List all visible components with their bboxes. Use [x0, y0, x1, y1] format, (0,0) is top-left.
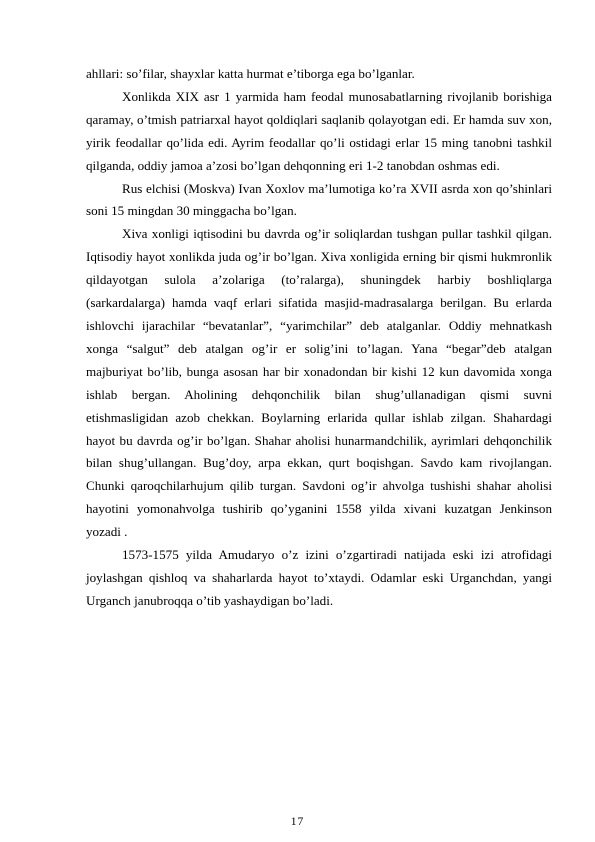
paragraph-land-ownership: Xonlikda XIX asr 1 yarmida ham feodal munosabatlarning rivojlanib borishiga qaramay, o’tmish patriarxal hayot qoldiqlari saqlanib qolayotgan edi. Er hamda suv xon, yirik feodallar qo’lida edi. Ayrim feodallar qo’li ostidagi erlar 15 ming tanobni tashkil qilganda, oddiy jamoa a’zosi bo’lgan dehqonning eri 1-2 tanobdan oshmas edi.	[86, 88, 552, 173]
paragraph-continuation: ahllari: so’filar, shayxlar katta hurmat e’tiborga ega bo’lganlar.	[86, 66, 415, 81]
paragraph-economy: Xiva xonligi iqtisodini bu davrda og’ir soliqlardan tushgan pullar tashkil qilgan. Iqtisodiy hayot xonlikda juda og’ir bo’lgan. Xiva xonligida erning bir qismi hukmronlik qildayotgan sulola a’zolariga (to’ralarga), shuningdek harbiy boshliqlarga (sarkardalarga) hamda vaqf erlari sifatida masjid-madrasalarga berilgan. Bu erlarda ishlovchi ijarachilar “bevatanlar”, “yarimchilar” deb atalganlar. Oddiy mehnatkash xonga “salgut” deb atalgan og’ir er solig’ini to’lagan. Yana “begar”deb atalgan majburiyat bo’lib, bunga asosan har bir xonadondan bir kishi 12 kun davomida xonga ishlab bergan. Aholining dehqonchilik bilan shug’ullanadigan qismi suvni etishmasligidan azob chekkan. Boylarning erlarida qullar ishlab zilgan. Shahardagi hayot bu davrda og’ir bo’lgan. Shahar aholisi hunarmandchilik, ayrimlari dehqonchilik bilan shug’ullangan. Bug’doy, arpa ekkan, qurt boqishgan. Savdo kam rivojlangan. Chunki qaroqchilarhujum qilib turgan. Savdoni og’ir ahvolga tushishi shahar aholisi hayotini yomonahvolga tushirib qo’yganini 1558 yilda xivani kuzatgan Jenkinson yozadi .	[86, 226, 552, 540]
paragraph-amudarya: 1573-1575 yilda Amudaryo o’z izini o’zgartiradi natijada eski izi atrofidagi joylashgan qishloq va shaharlarda hayot to’xtaydi. Odamlar eski Urganchdan, yangi Urganch janubroqqa o’tib yashaydigan bo’ladi.	[86, 547, 552, 608]
paragraph-army-size: Rus elchisi (Moskva) Ivan Xoxlov ma’lumotiga ko’ra XVII asrda xon qo’shinlari soni 15 mingdan 30 minggacha bo’lgan.	[86, 180, 552, 219]
body-text	[86, 63, 552, 613]
page-number: 17	[290, 816, 305, 828]
